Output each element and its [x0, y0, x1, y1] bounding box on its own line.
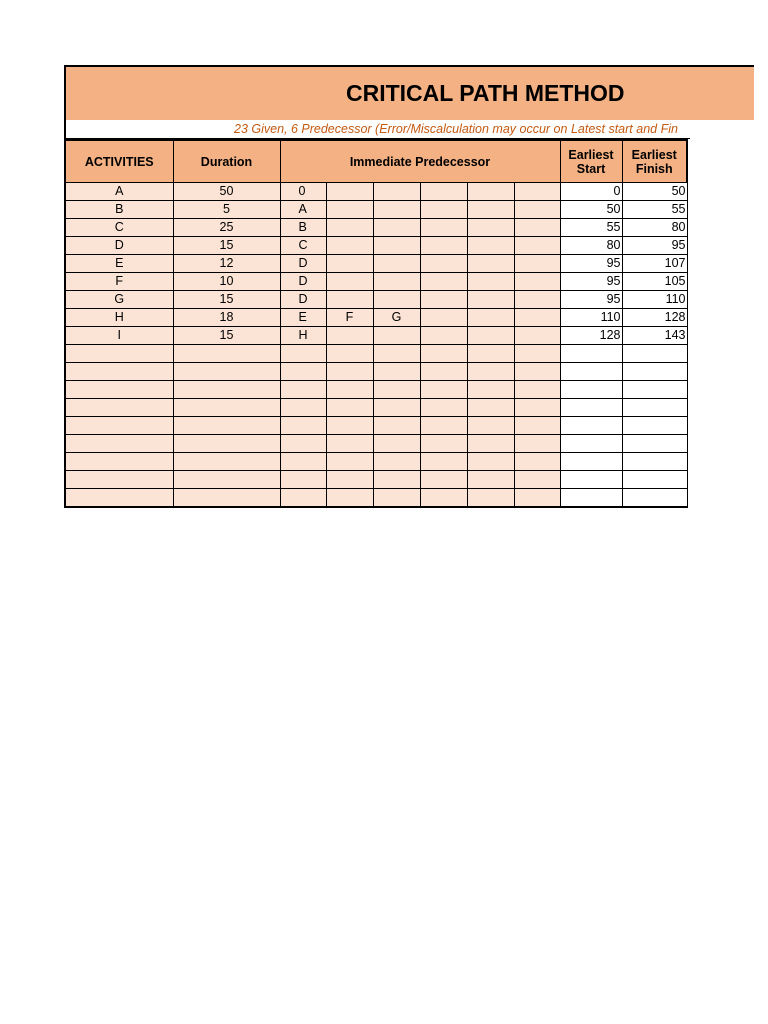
cell-predecessor[interactable] [326, 327, 373, 345]
cell-predecessor[interactable] [420, 327, 467, 345]
cell-earliest-start[interactable]: 80 [560, 237, 622, 255]
cell-predecessor[interactable] [280, 345, 326, 363]
cell-predecessor[interactable] [514, 471, 560, 489]
cell-predecessor[interactable] [467, 381, 514, 399]
cell-predecessor[interactable] [280, 399, 326, 417]
cell-duration[interactable] [173, 399, 280, 417]
cell-predecessor[interactable] [373, 273, 420, 291]
cell-predecessor[interactable] [373, 345, 420, 363]
cell-predecessor[interactable] [420, 273, 467, 291]
cell-predecessor[interactable] [420, 435, 467, 453]
cell-activity[interactable]: C [65, 219, 173, 237]
cell-earliest-finish[interactable]: 80 [622, 219, 687, 237]
table-row [65, 345, 687, 363]
cell-predecessor[interactable]: 0 [280, 183, 326, 201]
cell-predecessor[interactable] [280, 417, 326, 435]
cell-activity[interactable] [65, 489, 173, 508]
cell-predecessor[interactable] [373, 489, 420, 508]
cell-predecessor[interactable] [326, 273, 373, 291]
cell-predecessor[interactable] [373, 237, 420, 255]
cell-predecessor[interactable] [373, 255, 420, 273]
cell-predecessor[interactable] [514, 255, 560, 273]
cell-duration[interactable] [173, 363, 280, 381]
cell-earliest-finish[interactable] [622, 381, 687, 399]
cell-predecessor[interactable] [326, 183, 373, 201]
cell-predecessor[interactable] [420, 345, 467, 363]
cell-predecessor[interactable] [467, 453, 514, 471]
cell-earliest-finish[interactable]: 107 [622, 255, 687, 273]
cell-predecessor[interactable] [467, 183, 514, 201]
table-row [65, 309, 687, 327]
cell-predecessor[interactable] [373, 399, 420, 417]
cell-predecessor[interactable]: E [280, 309, 326, 327]
cell-earliest-start[interactable] [560, 417, 622, 435]
cell-activity[interactable] [65, 381, 173, 399]
cell-predecessor[interactable] [514, 363, 560, 381]
cell-predecessor[interactable] [420, 237, 467, 255]
cell-predecessor[interactable] [326, 417, 373, 435]
cell-activity[interactable]: H [65, 309, 173, 327]
cell-predecessor[interactable] [514, 309, 560, 327]
cell-predecessor[interactable] [514, 345, 560, 363]
cell-earliest-start[interactable] [560, 489, 622, 508]
cell-predecessor[interactable] [280, 453, 326, 471]
cell-earliest-start[interactable]: 95 [560, 273, 622, 291]
cell-predecessor[interactable] [514, 381, 560, 399]
header-duration[interactable]: Duration [173, 140, 280, 183]
cell-predecessor[interactable]: D [280, 255, 326, 273]
cell-predecessor[interactable] [326, 435, 373, 453]
cell-duration[interactable]: 15 [173, 237, 280, 255]
cell-duration[interactable] [173, 471, 280, 489]
cell-activity[interactable]: A [65, 183, 173, 201]
cell-predecessor[interactable] [420, 363, 467, 381]
cell-predecessor[interactable] [420, 417, 467, 435]
cell-earliest-start[interactable] [560, 363, 622, 381]
cell-earliest-start[interactable]: 50 [560, 201, 622, 219]
cell-earliest-start[interactable]: 128 [560, 327, 622, 345]
cell-predecessor[interactable] [373, 363, 420, 381]
cell-duration[interactable] [173, 453, 280, 471]
cell-predecessor[interactable] [280, 489, 326, 508]
cell-earliest-finish[interactable]: 143 [622, 327, 687, 345]
header-activities[interactable]: ACTIVITIES [65, 140, 173, 183]
cell-predecessor[interactable] [420, 453, 467, 471]
cell-earliest-finish[interactable]: 50 [622, 183, 687, 201]
cell-duration[interactable]: 15 [173, 291, 280, 309]
cell-predecessor[interactable] [467, 327, 514, 345]
cell-duration[interactable]: 50 [173, 183, 280, 201]
cell-activity[interactable]: I [65, 327, 173, 345]
cell-predecessor[interactable] [420, 399, 467, 417]
table-row [65, 363, 687, 381]
header-earliest-start[interactable]: Earliest Start [560, 140, 622, 183]
cell-earliest-finish[interactable] [622, 435, 687, 453]
cell-predecessor[interactable] [420, 255, 467, 273]
cell-predecessor[interactable] [514, 219, 560, 237]
cell-activity[interactable] [65, 363, 173, 381]
subtitle-note: 23 Given, 6 Predecessor (Error/Miscalculation may occur on Latest start and Fin [234, 122, 678, 136]
cell-predecessor[interactable] [467, 219, 514, 237]
cell-predecessor[interactable] [326, 399, 373, 417]
cell-duration[interactable]: 15 [173, 327, 280, 345]
cell-predecessor[interactable] [467, 273, 514, 291]
table-row [65, 273, 687, 291]
cell-earliest-finish[interactable] [622, 471, 687, 489]
cell-predecessor[interactable] [514, 183, 560, 201]
cell-activity[interactable] [65, 435, 173, 453]
header-row [65, 140, 687, 183]
cell-predecessor[interactable] [373, 291, 420, 309]
cell-predecessor[interactable] [514, 453, 560, 471]
cell-predecessor[interactable] [514, 435, 560, 453]
cell-predecessor[interactable] [420, 309, 467, 327]
cell-earliest-start[interactable]: 55 [560, 219, 622, 237]
cell-activity[interactable] [65, 399, 173, 417]
cell-predecessor[interactable] [420, 381, 467, 399]
cell-duration[interactable] [173, 417, 280, 435]
cell-duration[interactable] [173, 489, 280, 508]
table-row [65, 327, 687, 345]
cell-earliest-finish[interactable] [622, 417, 687, 435]
table-row [65, 381, 687, 399]
cell-predecessor[interactable] [467, 309, 514, 327]
cell-earliest-start[interactable] [560, 453, 622, 471]
cell-activity[interactable] [65, 345, 173, 363]
cell-predecessor[interactable] [420, 201, 467, 219]
cell-predecessor[interactable] [467, 201, 514, 219]
table-row [65, 237, 687, 255]
cell-predecessor[interactable] [373, 435, 420, 453]
cell-predecessor[interactable] [420, 489, 467, 508]
cell-predecessor[interactable]: D [280, 273, 326, 291]
cell-predecessor[interactable]: D [280, 291, 326, 309]
cell-predecessor[interactable] [373, 201, 420, 219]
cell-earliest-finish[interactable] [622, 453, 687, 471]
cell-duration[interactable] [173, 381, 280, 399]
title-band [64, 65, 754, 120]
cell-predecessor[interactable] [467, 255, 514, 273]
table-row [65, 183, 687, 201]
table-row [65, 471, 687, 489]
cell-predecessor[interactable] [326, 471, 373, 489]
cell-earliest-start[interactable]: 95 [560, 291, 622, 309]
cell-predecessor[interactable]: F [326, 309, 373, 327]
cell-predecessor[interactable] [420, 219, 467, 237]
cell-predecessor[interactable] [326, 363, 373, 381]
cell-predecessor[interactable]: A [280, 201, 326, 219]
cell-predecessor[interactable] [514, 399, 560, 417]
cell-predecessor[interactable] [467, 237, 514, 255]
cpm-table [64, 139, 688, 508]
cell-predecessor[interactable] [373, 471, 420, 489]
cell-earliest-finish[interactable]: 95 [622, 237, 687, 255]
table-row [65, 201, 687, 219]
cell-predecessor[interactable] [514, 201, 560, 219]
cell-earliest-finish[interactable]: 55 [622, 201, 687, 219]
cell-duration[interactable]: 12 [173, 255, 280, 273]
subtitle-cell[interactable] [64, 120, 690, 139]
cell-earliest-start[interactable] [560, 399, 622, 417]
cell-predecessor[interactable] [467, 489, 514, 508]
cell-predecessor[interactable] [514, 417, 560, 435]
cell-predecessor[interactable] [373, 381, 420, 399]
cell-predecessor[interactable] [514, 291, 560, 309]
cell-predecessor[interactable] [467, 363, 514, 381]
cell-earliest-finish[interactable]: 128 [622, 309, 687, 327]
cell-predecessor[interactable]: H [280, 327, 326, 345]
cell-predecessor[interactable] [326, 291, 373, 309]
cell-predecessor[interactable] [467, 417, 514, 435]
table-row [65, 399, 687, 417]
table-row [65, 435, 687, 453]
cell-predecessor[interactable] [467, 435, 514, 453]
cell-activity[interactable] [65, 417, 173, 435]
cell-duration[interactable]: 5 [173, 201, 280, 219]
table-row [65, 219, 687, 237]
cell-earliest-finish[interactable] [622, 489, 687, 508]
cell-predecessor[interactable] [373, 417, 420, 435]
cell-earliest-finish[interactable] [622, 345, 687, 363]
cell-predecessor[interactable]: C [280, 237, 326, 255]
cell-duration[interactable] [173, 435, 280, 453]
header-predecessor[interactable]: Immediate Predecessor [280, 140, 560, 183]
cell-earliest-start[interactable]: 95 [560, 255, 622, 273]
cell-predecessor[interactable] [514, 489, 560, 508]
cell-earliest-start[interactable] [560, 345, 622, 363]
cell-predecessor[interactable] [280, 363, 326, 381]
cell-predecessor[interactable] [326, 201, 373, 219]
table-row [65, 291, 687, 309]
cell-predecessor[interactable] [326, 453, 373, 471]
cell-predecessor[interactable] [280, 381, 326, 399]
cell-predecessor[interactable] [326, 345, 373, 363]
cell-predecessor[interactable] [326, 381, 373, 399]
table-row [65, 453, 687, 471]
cell-predecessor[interactable] [467, 345, 514, 363]
cell-activity[interactable] [65, 471, 173, 489]
cell-predecessor[interactable] [373, 219, 420, 237]
table-row [65, 489, 687, 508]
cell-predecessor[interactable] [373, 183, 420, 201]
cell-predecessor[interactable] [467, 471, 514, 489]
cell-earliest-start[interactable]: 110 [560, 309, 622, 327]
cell-predecessor[interactable] [326, 237, 373, 255]
cell-predecessor[interactable] [326, 219, 373, 237]
cell-duration[interactable]: 25 [173, 219, 280, 237]
cell-earliest-finish[interactable]: 110 [622, 291, 687, 309]
cell-earliest-finish[interactable] [622, 363, 687, 381]
cell-predecessor[interactable] [467, 399, 514, 417]
cell-earliest-finish[interactable] [622, 399, 687, 417]
cell-predecessor[interactable] [373, 453, 420, 471]
table-row [65, 255, 687, 273]
cell-predecessor[interactable] [514, 237, 560, 255]
cell-predecessor[interactable]: B [280, 219, 326, 237]
cell-predecessor[interactable] [467, 291, 514, 309]
header-earliest-finish[interactable]: Earliest Finish [622, 140, 687, 183]
cell-predecessor[interactable] [373, 327, 420, 345]
cell-predecessor[interactable] [326, 255, 373, 273]
cell-duration[interactable]: 18 [173, 309, 280, 327]
cell-predecessor[interactable] [514, 327, 560, 345]
cell-predecessor[interactable] [420, 471, 467, 489]
cell-activity[interactable] [65, 453, 173, 471]
cell-activity[interactable]: E [65, 255, 173, 273]
cell-predecessor[interactable] [280, 471, 326, 489]
cell-predecessor[interactable]: G [373, 309, 420, 327]
cell-earliest-start[interactable] [560, 471, 622, 489]
cell-earliest-start[interactable] [560, 435, 622, 453]
table-row [65, 417, 687, 435]
cell-earliest-start[interactable] [560, 381, 622, 399]
page-title: CRITICAL PATH METHOD [346, 80, 625, 106]
cell-activity[interactable]: G [65, 291, 173, 309]
cell-duration[interactable] [173, 345, 280, 363]
cell-earliest-finish[interactable]: 105 [622, 273, 687, 291]
cell-activity[interactable]: B [65, 201, 173, 219]
cell-predecessor[interactable] [280, 435, 326, 453]
cell-activity[interactable]: F [65, 273, 173, 291]
cell-predecessor[interactable] [326, 489, 373, 508]
cell-duration[interactable]: 10 [173, 273, 280, 291]
cell-predecessor[interactable] [514, 273, 560, 291]
cell-predecessor[interactable] [420, 291, 467, 309]
cell-predecessor[interactable] [420, 183, 467, 201]
cell-earliest-start[interactable]: 0 [560, 183, 622, 201]
cell-activity[interactable]: D [65, 237, 173, 255]
